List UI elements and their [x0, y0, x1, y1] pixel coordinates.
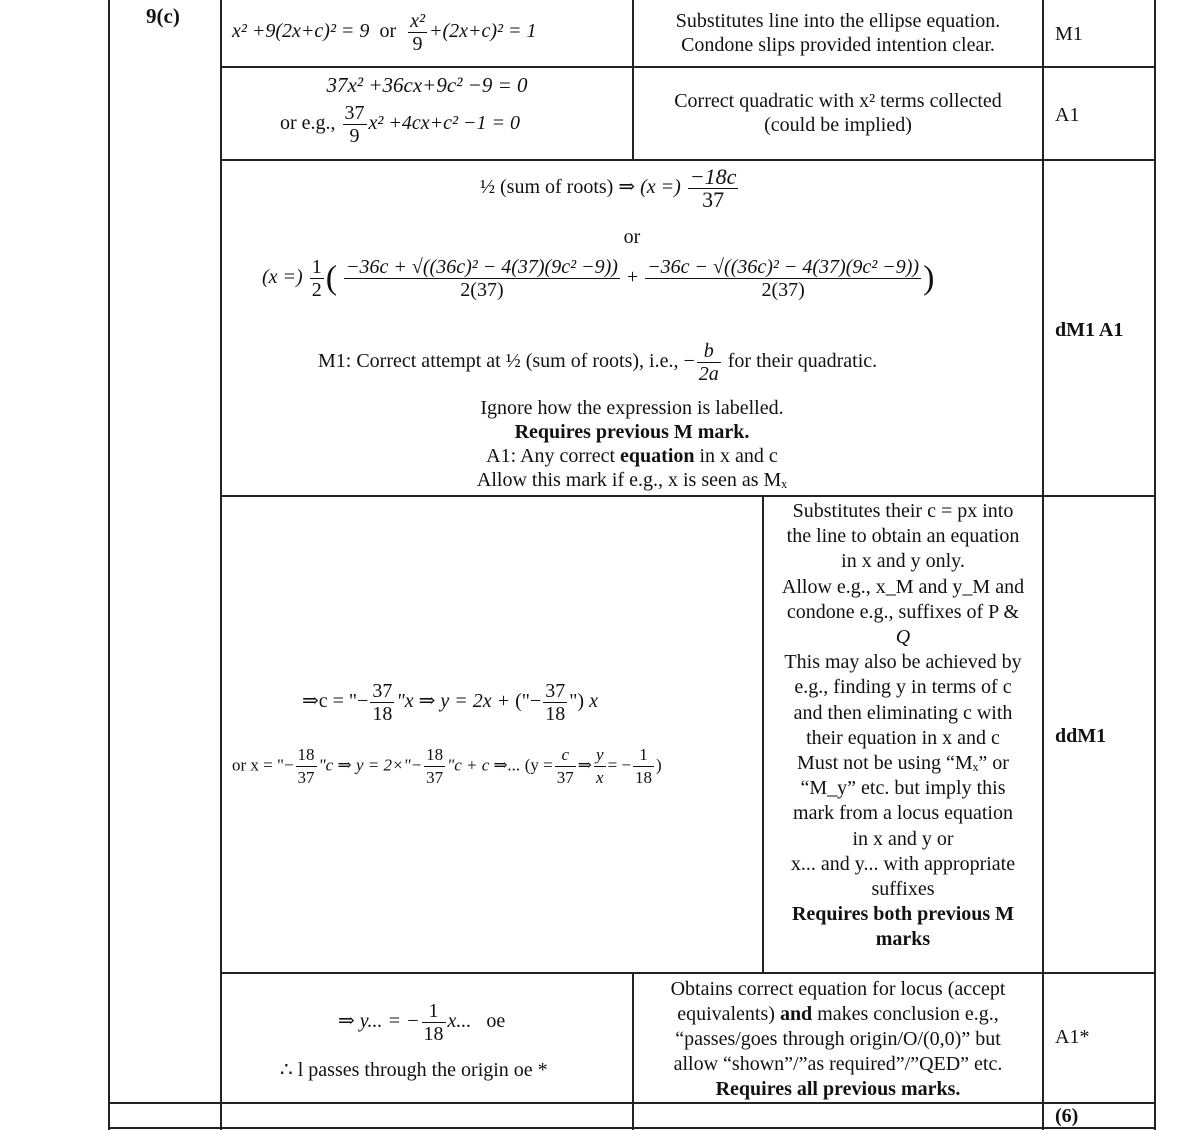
row2-note: Correct quadratic with x² terms collected (could be implied) [674, 90, 1002, 136]
grid-line [220, 0, 222, 1130]
row5-conclusion: ∴ l passes through the origin oe * [280, 1059, 548, 1081]
row1-or: or [379, 20, 397, 43]
row3-notes: Ignore how the expression is labelled. Requires previous M mark. A1: Any correct equation in x and c Allow this mark if e.g., x is seen as Mₓ [476, 397, 788, 491]
row5-note: Obtains correct equation for locus (accept equivalents) and makes conclusion e.g., “passes/goes through origin/O/(0,0)” but allow “shown”/”as required”/”QED” etc. Requires all previous marks. [670, 978, 1006, 1100]
row4-eq2: or x = "− $\frac{18}{37}$ "c ⇒ y = 2×"− $\frac{18}{37}$ "c + c ⇒... (y = $\frac{c}{37}$ ⇒ $\frac{y}{x}$ = − $\frac{1}{18}$ ) [232, 745, 662, 787]
grid-line [632, 1103, 634, 1130]
grid-line [220, 159, 1156, 161]
question-number: 9(c) [146, 4, 180, 28]
grid-line [1154, 0, 1156, 1130]
row1-mark: M1 [1055, 23, 1083, 45]
total-marks: (6) [1055, 1105, 1079, 1127]
grid-line [220, 495, 1156, 497]
row5-mark: A1* [1055, 1026, 1090, 1048]
row1-note: Substitutes line into the ellipse equation. Condone slips provided intention clear. [675, 10, 1001, 56]
row1-eq-right: +(2x+c)² = 1 [428, 20, 537, 43]
row4-eq1: ⇒c = "− $\frac{37}{18}$ "x ⇒ y = 2x + ("− $\frac{37}{18}$ ") x [302, 680, 598, 725]
row4-notes: Substitutes their c = px into the line to obtain an equation in x and y only. Allow e.g., x_M and y_M and condone e.g., suffixes of P & Q This may also be achieved by e.g., finding y in terms of c and then eliminating c with their equation in x and c Must not be using “Mₓ” or “M_y” etc. but imply this mark from a locus equation in x and y or x... and y... with appropriate suffixes Requires both previous M marks [781, 500, 1025, 951]
grid-line [220, 66, 1156, 68]
row4-mark: ddM1 [1055, 725, 1107, 747]
row2-alt-quadratic: or e.g., $\frac{37}{9}$ x² +4cx+c² −1 = 0 [280, 102, 521, 147]
row5-equation: ⇒ y... = − $\frac{1}{18}$ x... oe [338, 1000, 506, 1045]
row2-quadratic: 37x² +36cx+9c² −9 = 0 [326, 73, 528, 97]
row3-m1-note: M1: Correct attempt at ½ (sum of roots), i.e., − $\frac{b}{2a}$ for their quadratic. [318, 340, 878, 385]
row1-fraction: $\frac{\text{x²}}{9}$ [410, 10, 425, 55]
row2-mark: A1 [1055, 104, 1080, 126]
grid-line [220, 972, 1156, 974]
grid-line [108, 1102, 1156, 1104]
row1-working [232, 10, 630, 55]
row3-mark: dM1 A1 [1055, 319, 1124, 341]
row3-or: or [623, 226, 641, 248]
row1-eq-left: x² +9(2x+c)² = 9 [232, 20, 370, 43]
grid-line [108, 0, 110, 1130]
row3-sum-of-roots: ½ (sum of roots) ⇒ (x =) $\frac{-18c}{37}$ [480, 164, 737, 212]
grid-line [108, 1127, 1156, 1129]
row3-quadratic-formula: (x =) $\frac{1}{2}$ ( $\frac{\text{−36c + √((36c)² − 4(37)(9c² −9))}}{2(37)}$ + $\frac{\text{−36c − √((36c)² − 4(37)(9c² −9))}}{2(37)}$ ) [262, 256, 935, 301]
grid-line [1042, 0, 1044, 1130]
